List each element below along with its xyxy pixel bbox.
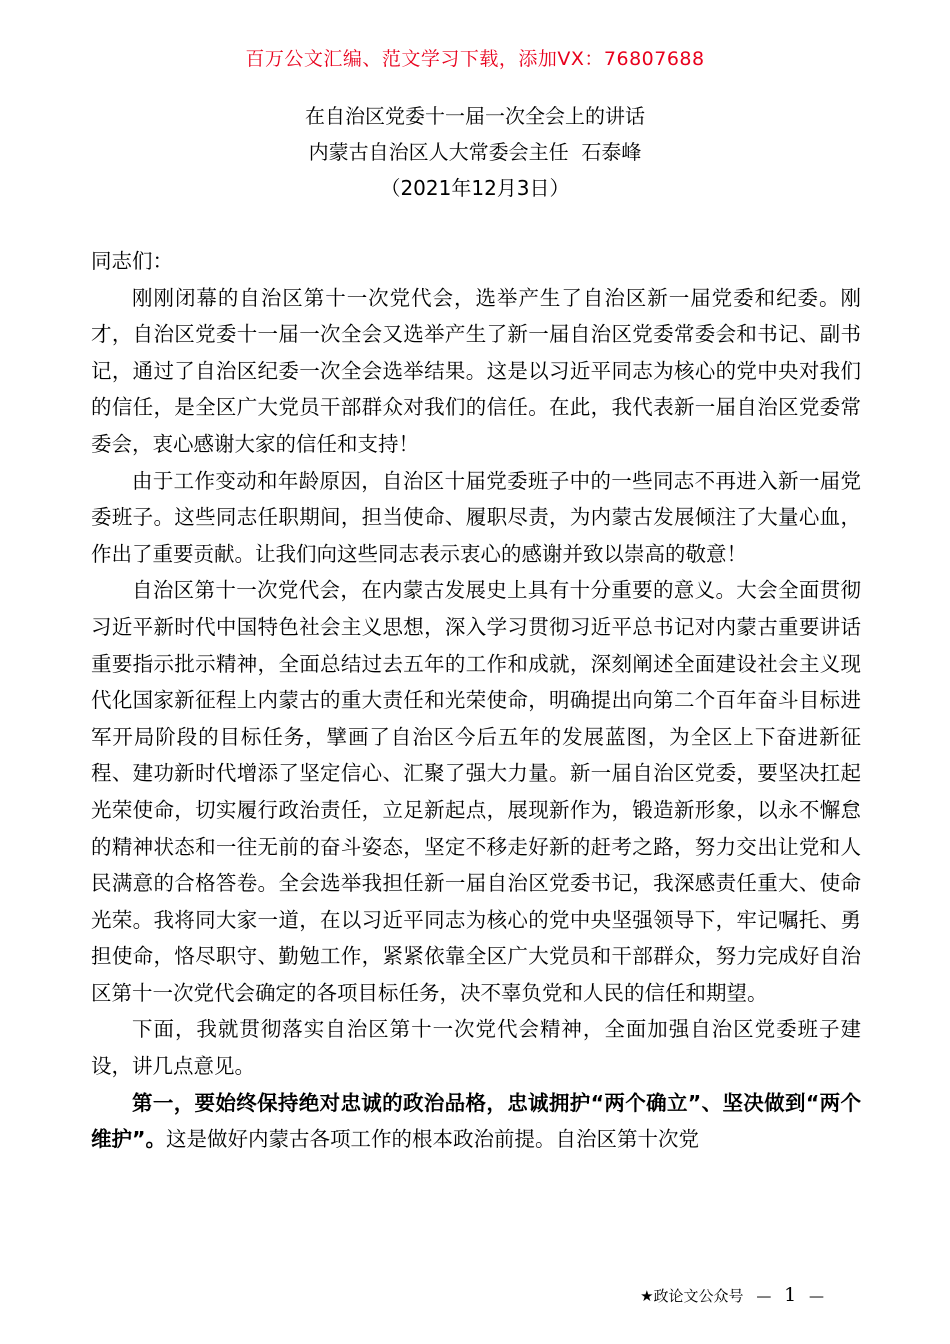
paragraph-3: 自治区第十一次党代会，在内蒙古发展史上具有十分重要的意义。大会全面贯彻习近平新时代中国特色社会主义思想，深入学习贯彻习近平总书记对内蒙古重要讲话重要指示批示精神，全面总结过去五年的工作和成就，深刻阐述全面建设社会主义现代化国家新征程上内蒙古的重大责任和光荣使命，明确提出向第二个百年奋斗目标进军开局阶段的目标任务，擘画了自治区今后五年的发展蓝图，为全区上下奋进新征程、建功新时代增添了坚定信心、汇聚了强大力量。新一届自治区党委，要坚决扛起光荣使命，切实履行政治责任，立足新起点，展现新作为，锻造新形象，以永不懈怠的精神状态和一往无前的奋斗姿态，坚定不移走好新的赶考之路，努力交出让党和人民满意的合格答卷。全会选举我担任新一届自治区党委书记，我深感责任重大、使命光荣。我将同大家一道，在以习近平同志为核心的党中央坚强领导下，牢记嘱托、勇担使命，恪尽职守、勤勉工作，紧紧依靠全区广大党员和干部群众，努力完成好自治区第十一次党代会确定的各项目标任务，决不辜负党和人民的信任和期望。 xyxy=(91,578,861,1005)
salutation: 同志们： xyxy=(91,249,173,273)
paragraph-5-heading: 第一，要始终保持绝对忠诚的政治品格，忠诚拥护“两个确立”、坚决做到“两个维护”。 xyxy=(91,1090,861,1152)
paragraph-1: 刚刚闭幕的自治区第十一次党代会，选举产生了自治区新一届党委和纪委。刚才，自治区党委十一届一次全会又选举产生了新一届自治区党委常委会和书记、副书记，通过了自治区纪委一次全会选举结果。这是以习近平同志为核心的党中央对我们的信任，是全区广大党员干部群众对我们的信任。在此，我代表新一届自治区党委常委会，衷心感谢大家的信任和支持！ xyxy=(91,285,861,456)
speech-title: 在自治区党委十一届一次全会上的讲话 xyxy=(305,104,645,128)
footer-source: ★政论文公众号 xyxy=(640,1287,744,1305)
speech-date: （2021年12月3日） xyxy=(380,176,570,200)
paragraph-4: 下面，我就贯彻落实自治区第十一次党代会精神，全面加强自治区党委班子建设，讲几点意见。 xyxy=(91,1017,861,1079)
paragraph-5 xyxy=(91,1085,861,1158)
footer-dash-left: — xyxy=(756,1287,772,1305)
paragraph-5-text: 这是做好内蒙古各项工作的根本政治前提。自治区第十次党 xyxy=(165,1127,699,1152)
page-footer xyxy=(640,1284,832,1306)
watermark-banner: 百万公文汇编、范文学习下载，添加VX：76807688 xyxy=(245,48,705,70)
footer-dash-right: — xyxy=(809,1287,824,1305)
page-number: 1 xyxy=(784,1284,797,1306)
paragraph-2: 由于工作变动和年龄原因，自治区十届党委班子中的一些同志不再进入新一届党委班子。这些同志任职期间，担当使命、履职尽责，为内蒙古发展倾注了大量心血，作出了重要贡献。让我们向这些同志表示衷心的感谢并致以崇高的敬意！ xyxy=(91,468,861,566)
speech-body xyxy=(91,243,861,1158)
title-block xyxy=(0,98,950,206)
speech-author: 内蒙古自治区人大常委会主任 石泰峰 xyxy=(308,140,642,164)
